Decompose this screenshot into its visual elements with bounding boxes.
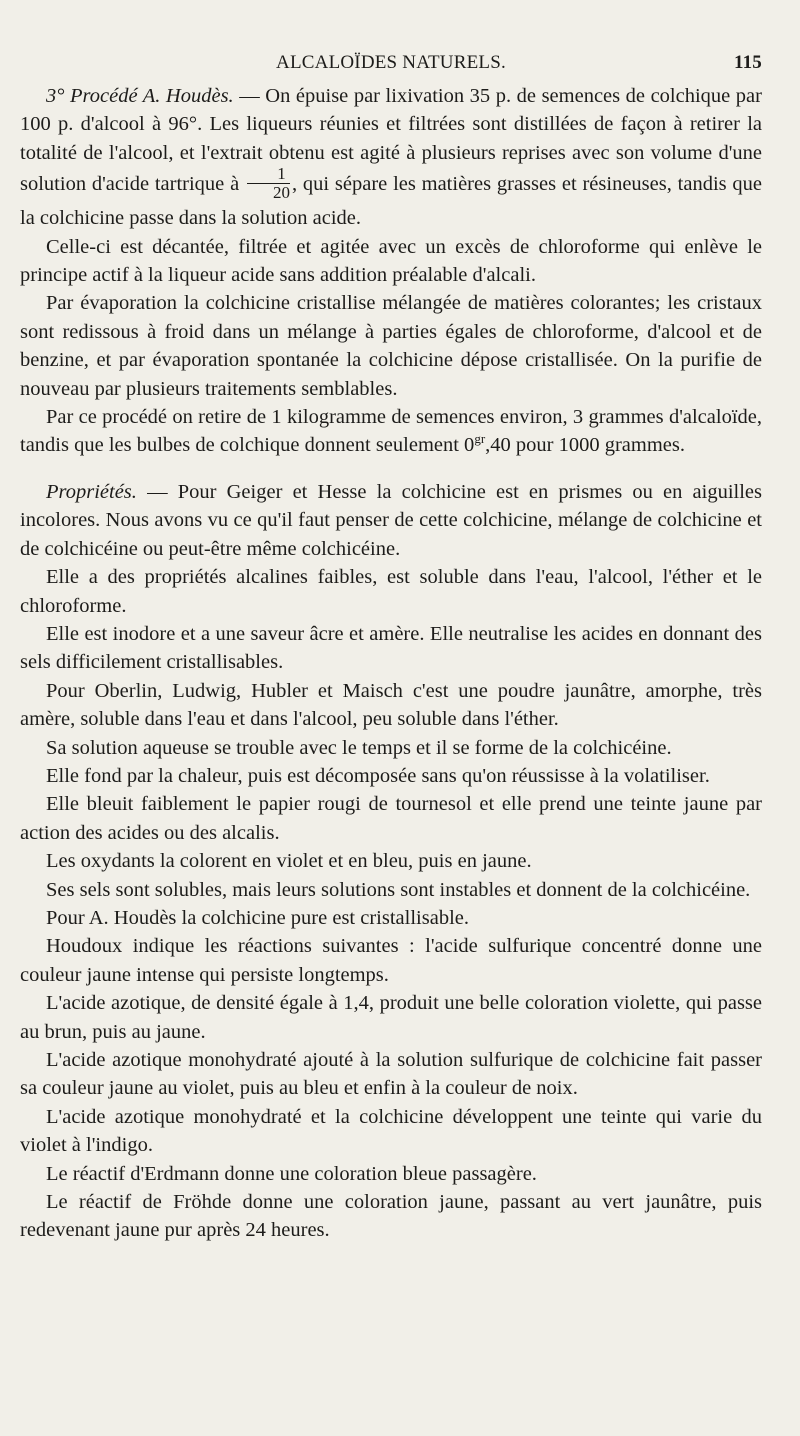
paragraph [20, 403, 762, 460]
paragraph: Le réactif de Fröhde donne une coloration jaune, passant au vert jaunâtre, puis redevenant jaune pur après 24 heures. [20, 1191, 762, 1242]
paragraph: Celle-ci est décantée, filtrée et agitée avec un excès de chloroforme qui enlève le principe actif à la liqueur acide sans addition préalable d'alcali. [20, 235, 762, 287]
paragraph: Elle bleuit faiblement le papier rougi de tournesol et elle prend une teinte jaune par action des acides ou des alcalis. [20, 793, 762, 844]
paragraph: Elle fond par la chaleur, puis est décomposée sans qu'on réussisse à la volatiliser. [46, 764, 710, 787]
fraction-numerator: 1 [247, 165, 290, 184]
paragraph-text: ,40 pour 1000 grammes. [485, 434, 686, 457]
paragraph: Houdoux indique les réactions suivantes : l'acide sulfurique concentré donne une couleur jaune intense qui persiste longtemps. [20, 935, 762, 986]
paragraph: Pour Oberlin, Ludwig, Hubler et Maisch c'est une poudre jaunâtre, amorphe, très amère, soluble dans l'eau et dans l'alcool, peu soluble dans l'éther. [20, 679, 762, 731]
paragraph-text: — On épuise par lixivation 35 p. de semences de colchique par 100 p. d'alcool à 96°. Les liqueurs réunies et filtrées sont distillées de façon à retirer la totalité de l'alcool, et l'extrait obtenu est agité à plusieurs reprises avec son volume d'une solution d'acide tartrique à [20, 85, 762, 196]
paragraph: Pour A. Houdès la colchicine pure est cristallisable. [46, 906, 469, 929]
running-header [20, 52, 762, 82]
paragraph: L'acide azotique, de densité égale à 1,4, produit une belle coloration violette, qui passe au brun, puis au jaune. [20, 992, 762, 1043]
running-title: ALCALOÏDES NATURELS. [276, 52, 506, 73]
paragraph: L'acide azotique monohydraté ajouté à la solution sulfurique de colchicine fait passer sa couleur jaune au violet, puis au bleu et enfin à la couleur de noix. [20, 1049, 762, 1100]
paragraph: Par évaporation la colchicine cristallise mélangée de matières colorantes; les cristaux sont redissous à froid dans un mélange à parties égales de chloroforme, d'alcool et de benzine, et par évaporation spontanée la colchicine dépose cristallisée. On la purifie de nouveau par plusieurs traitements semblables. [20, 292, 762, 400]
body-text [20, 82, 762, 1245]
page-number: 115 [733, 52, 762, 73]
paragraph-procede-houdes [20, 82, 762, 233]
section-heading-procede: 3° Procédé A. Houdès. [46, 85, 234, 107]
fraction-one-twentieth [247, 165, 290, 202]
paragraph: Elle a des propriétés alcalines faibles, est soluble dans l'eau, l'alcool, l'éther et le chloroforme. [20, 566, 762, 617]
paragraph-proprietes [20, 478, 762, 563]
paragraph: Ses sels sont solubles, mais leurs solutions sont instables et donnent de la colchicéine. [46, 878, 751, 901]
paragraph: Elle est inodore et a une saveur âcre et amère. Elle neutralise les acides en donnant des sels difficilement cristallisables. [20, 622, 762, 674]
section-heading-proprietes: Propriétés. [46, 480, 137, 503]
paragraph: Les oxydants la colorent en violet et en bleu, puis en jaune. [46, 850, 532, 873]
paragraph-text: Par ce procédé on retire de 1 kilogramme de semences environ, 3 grammes d'alcaloïde, tandis que les bulbes de colchique donnent seulement 0 [20, 406, 762, 457]
paragraph: L'acide azotique monohydraté et la colchicine développent une teinte qui varie du violet à l'indigo. [20, 1105, 762, 1157]
paragraph-text: — Pour Geiger et Hesse la colchicine est en prismes ou en aiguilles incolores. Nous avons vu ce qu'il faut penser de cette colchicine, mélange de colchicine et de colchicéine ou peut-être même colchicéine. [20, 480, 762, 560]
paragraph: Sa solution aqueuse se trouble avec le temps et il se forme de la colchicéine. [46, 736, 672, 759]
unit-superscript: gr [474, 431, 486, 447]
paragraph: Le réactif d'Erdmann donne une coloration bleue passagère. [46, 1162, 537, 1185]
fraction-denominator: 20 [273, 183, 290, 203]
paragraph-text: , qui sépare les matières grasses et résineuses, tandis que la colchicine passe dans la solution acide. [20, 173, 763, 230]
